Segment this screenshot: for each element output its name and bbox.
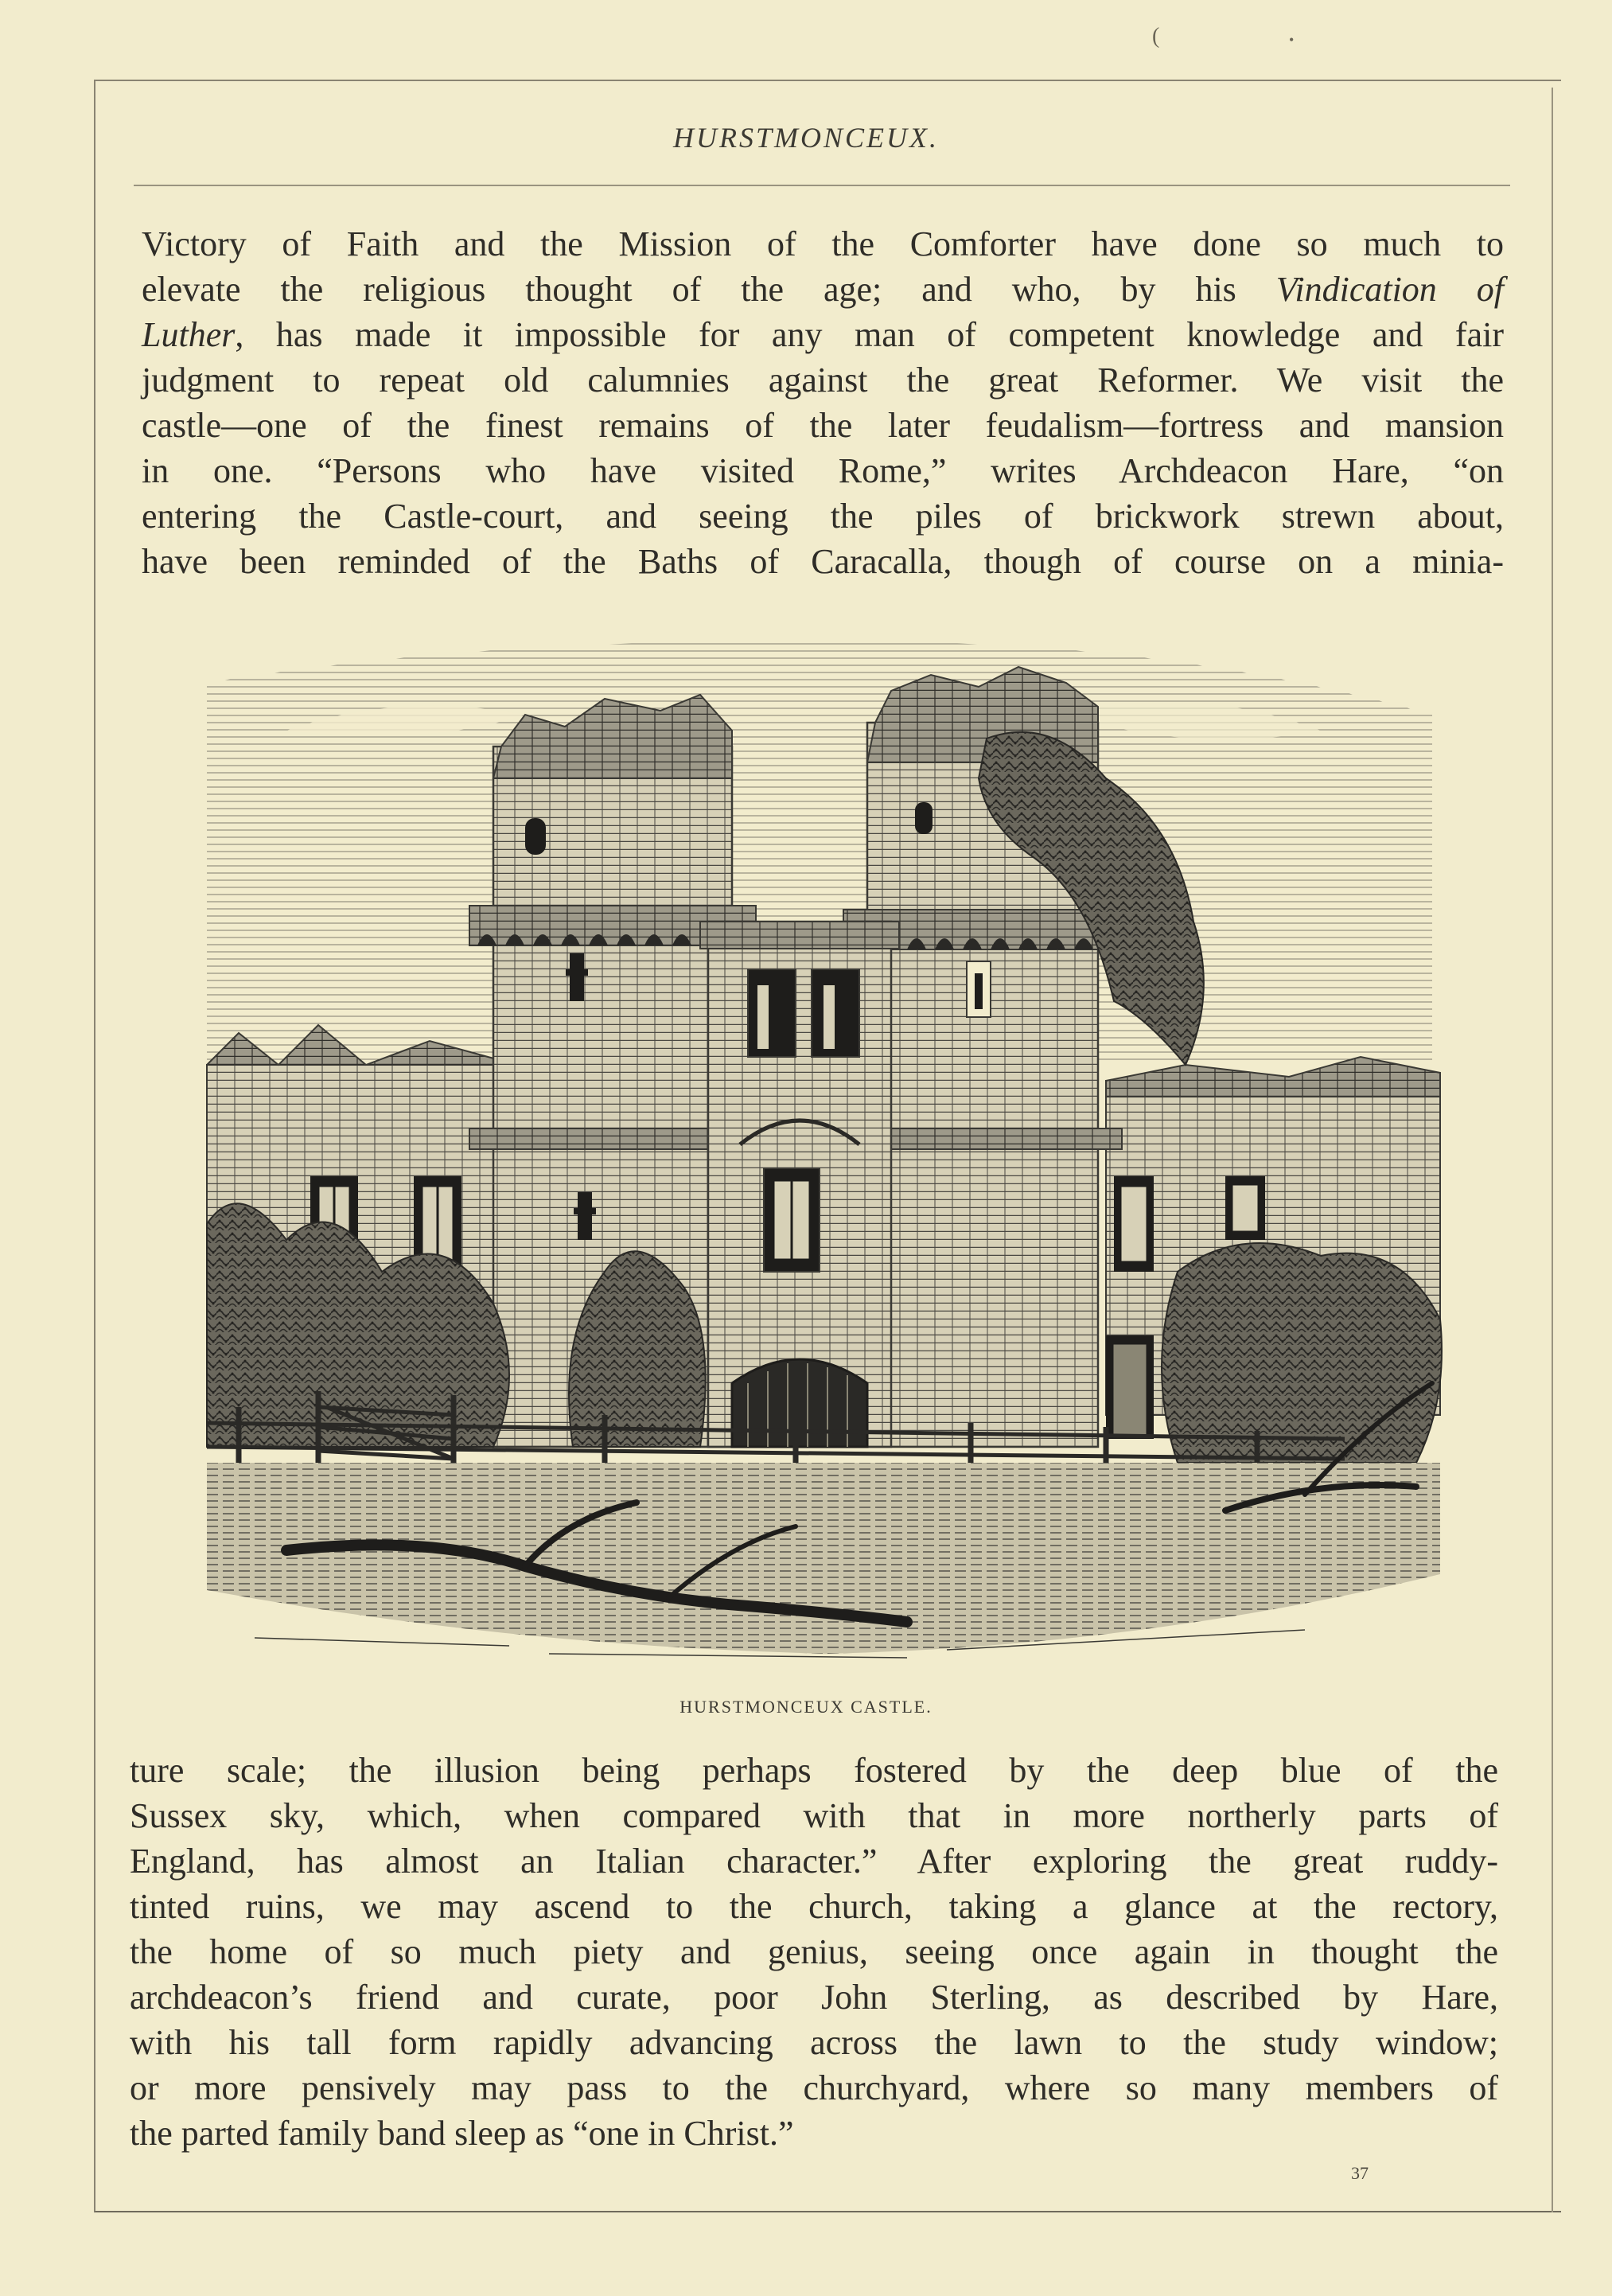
text-line: the home of so much piety and genius, seeing once again in thought the (130, 1932, 1498, 1971)
text-line: have been reminded of the Baths of Caracalla, though of course on a minia- (142, 542, 1504, 581)
castle-engraving (191, 619, 1448, 1686)
text-line: entering the Castle-court, and seeing the piles of brickwork strewn about, (142, 497, 1504, 536)
text-line: the parted family band sleep as “one in Christ.” (130, 2114, 794, 2153)
text-line: in one. “Persons who have visited Rome,” writes Archdeacon Hare, “on (142, 451, 1504, 490)
text-line: tinted ruins, we may ascend to the church, taking a glance at the rectory, (130, 1887, 1498, 1926)
text-line: England, has almost an Italian character.” After exploring the great ruddy- (130, 1842, 1498, 1881)
text-line: Victory of Faith and the Mission of the Comforter have done so much to (142, 224, 1504, 263)
text-line: judgment to repeat old calumnies against the great Reformer. We visit the (142, 361, 1504, 400)
header-rule (134, 185, 1510, 186)
margin-mark: ( (1152, 24, 1160, 49)
paragraph-bottom (130, 1748, 1498, 2156)
text-line: Luther, has made it impossible for any man of competent knowledge and fair (142, 315, 1504, 354)
paragraph-top (142, 221, 1504, 584)
text-line: archdeacon’s friend and curate, poor John Sterling, as described by Hare, (130, 1978, 1498, 2017)
text-line: with his tall form rapidly advancing across the lawn to the study window; (130, 2023, 1498, 2062)
text-line: elevate the religious thought of the age; and who, by his Vindication of (142, 270, 1504, 309)
text-line: Sussex sky, which, when compared with that in more northerly parts of (130, 1796, 1498, 1835)
margin-dot: • (1289, 32, 1295, 48)
text-line: ture scale; the illusion being perhaps fostered by the deep blue of the (130, 1751, 1498, 1790)
page-frame-right-edge (1552, 88, 1553, 2212)
illustration-caption: HURSTMONCEUX CASTLE. (679, 1697, 933, 1717)
text-line: castle—one of the finest remains of the later feudalism—fortress and mansion (142, 406, 1504, 445)
page-number: 37 (1351, 2163, 1369, 2183)
running-head: HURSTMONCEUX. (673, 122, 939, 154)
text-line: or more pensively may pass to the churchyard, where so many members of (130, 2068, 1498, 2107)
